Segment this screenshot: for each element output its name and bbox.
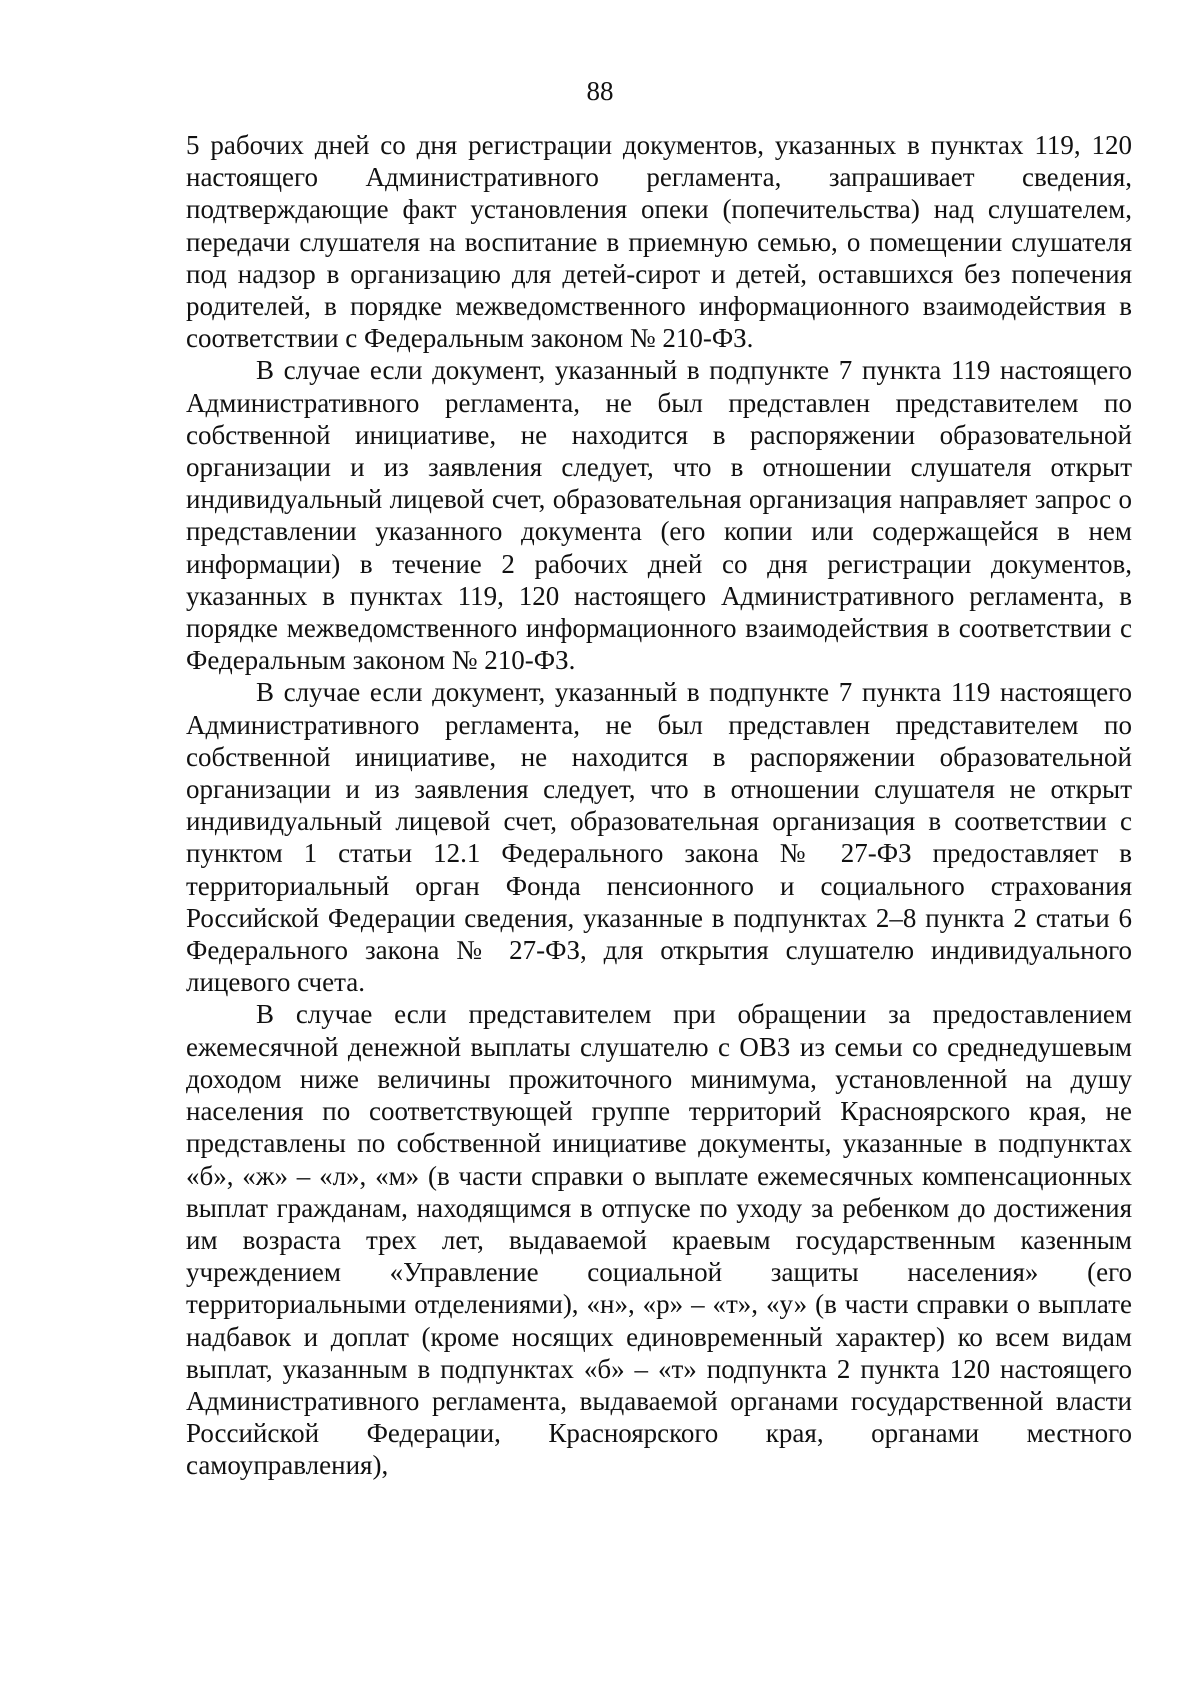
paragraph-no-account: В случае если документ, указанный в подпункте 7 пункта 119 настоящего Административного регламента, не был представлен представителем по собственной инициативе, не находится в распоряжении образовательной организации и из заявления следует, что в отношении слушателя не открыт индивидуальный лицевой счет, образовательная организация в соответствии с пунктом 1 статьи 12.1 Федерального закона № 27-ФЗ предоставляет в территориальный орган Фонда пенсионного и социального страхования Российской Федерации сведения, указанные в подпунктах 2–8 пункта 2 статьи 6 Федерального закона № 27-ФЗ, для открытия слушателю индивидуального лицевого счета. [186,677,1132,998]
paragraph-continuation: 5 рабочих дней со дня регистрации документов, указанных в пунктах 119, 120 настоящего Административного регламента, запрашивает сведения, подтверждающие факт установления опеки (попечительства) над слушателем, передачи слушателя на воспитание в приемную семью, о помещении слушателя под надзор в организацию для детей-сирот и детей, оставшихся без попечения родителей, в порядке межведомственного информационного взаимодействия в соответствии с Федеральным законом № 210-ФЗ. [186,130,1132,354]
paragraph-open-account: В случае если документ, указанный в подпункте 7 пункта 119 настоящего Административного регламента, не был представлен представителем по собственной инициативе, не находится в распоряжении образовательной организации и из заявления следует, что в отношении слушателя открыт индивидуальный лицевой счет, образовательная организация направляет запрос о представлении указанного документа (его копии или содержащейся в нем информации) в течение 2 рабочих дней со дня регистрации документов, указанных в пунктах 119, 120 настоящего Административного регламента, в порядке межведомственного информационного взаимодействия в соответствии с Федеральным законом № 210-ФЗ. [186,355,1132,676]
document-body [186,129,1132,1482]
paragraph-monthly-payment: В случае если представителем при обращении за предоставлением ежемесячной денежной выплаты слушателю с ОВЗ из семьи со среднедушевым доходом ниже величины прожиточного минимума, установленной на душу населения по соответствующей группе территорий Красноярского края, не представлены по собственной инициативе документы, указанные в подпунктах «б», «ж» – «л», «м» (в части справки о выплате ежемесячных компенсационных выплат гражданам, находящимся в отпуске по уходу за ребенком до достижения им возраста трех лет, выдаваемой краевым государственным казенным учреждением «Управление социальной защиты населения» (его территориальными отделениями), «н», «р» – «т», «у» (в части справки о выплате надбавок и доплат (кроме носящих единовременный характер) ко всем видам выплат, указанным в подпунктах «б» – «т» подпункта 2 пункта 120 настоящего Административного регламента, выдаваемой органами государственной власти Российской Федерации, Красноярского края, органами местного самоуправления), [186,999,1132,1481]
page-number: 88 [586,76,614,106]
